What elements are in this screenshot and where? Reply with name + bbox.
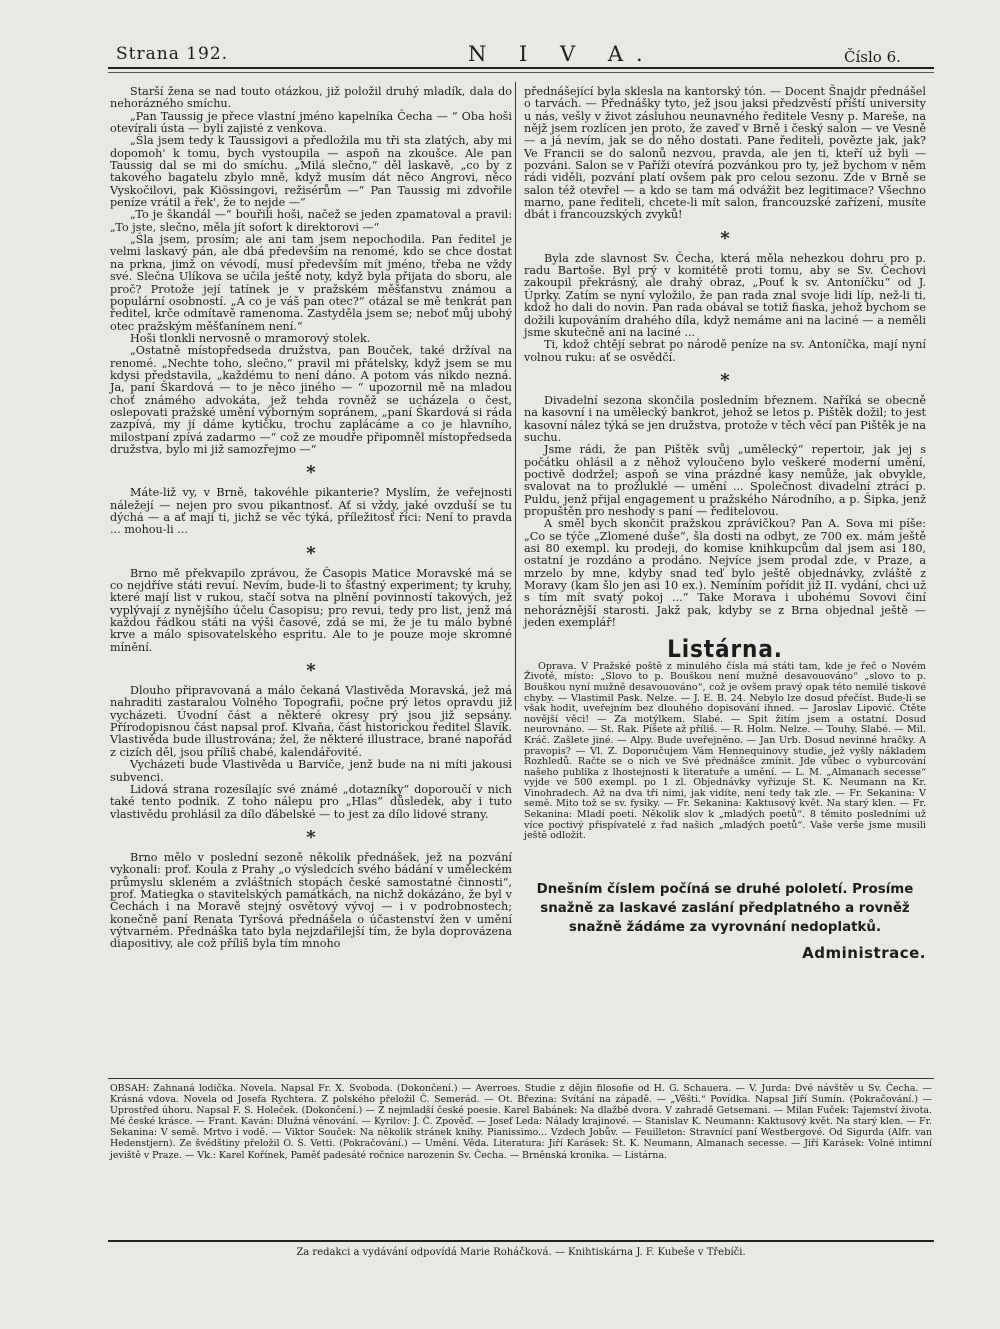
- paragraph: Ti, kdož chtějí sebrat po národě peníze na sv. Antoníčka, mají nyní volnou ruku: ať se osvědčí.: [524, 338, 926, 364]
- imprint-line: Za redakci a vydávání odpovídá Marie Roháčková. — Knihtiskárna J. F. Kubeše v Třebíči.: [296, 1247, 746, 1258]
- column-divider: [515, 82, 516, 710]
- header-rule-thin: [108, 72, 934, 73]
- paragraph: „To je škandál —“ bouřili hoši, načež se jeden zpamatoval a pravil: „To jste, slečno, měla jít sofort k direktorovi —“: [110, 208, 512, 234]
- paragraph: Máte-liž vy, v Brně, takovéhle pikanterie? Myslím, že veřejnosti náležejí — nejen pro svou pikantnosť. Ať si vždy, jaké ovzduší se tu dýchá — a ať mají ti, jichž se věc týká, příležitosť říci: Není to pravda ... mohou-li ...: [110, 486, 512, 537]
- paragraph: Dlouho připravovaná a málo čekaná Vlastivěda Moravská, jež má nahraditi zastaralou Volného Topografii, počne prý letos opravdu již vycházeti. Úvodní část a některé okresy prý jsou již sepsány. Přírodopisnou část napsal prof. Klvaňa, část historickou ředitel Slavík. Vlastivěda bude illustrována; žel, že některé illustrace, brané napořád z cizích děl, jsou příliš chabé, kalendářovité.: [110, 684, 512, 759]
- paragraph: Byla zde slavnost Sv. Čecha, která měla nehezkou dohru pro p. radu Bartoše. Byl prý v komitétě proti tomu, aby se Sv. Čechovi zakoupil překrásný, ale drahý obraz, „Pouť k sv. Antoníčku“ od J. Úprky. Zatím se nyní vyložilo, že pan rada znal svoje lidi líp, než-li ti, kdož ho dali do novin. Pan rada obával se totiž fiaska, jehož bychom se dožili kupováním drahého díla, když nemáme ani na laciné — a neměli jsme skutečně ani na laciné ...: [524, 251, 926, 339]
- paragraph: Jsme rádi, že pan Pištěk svůj „umělecký“ repertoir, jak jej s počátku ohlásil a z něhož vyloučeno bylo veškeré moderní umění, poctivě dodržel; aspoň se vina prázdné kasy nemůže, jak obvykle, svalovat na to prožluklé — umění ... Společnost divadelní ztrácí p. Puldu, jenž přijal engagement u pražského Národního, a p. Šipka, jenž propuštěn pro neshody s paní — ředitelovou.: [524, 443, 926, 518]
- issue-number: Číslo 6.: [844, 48, 901, 66]
- paragraph: „Šla jsem, prosím; ale ani tam jsem nepochodila. Pan ředitel je velmi laskavý pán, ale dbá především na renomé, kdo se chce dostat na prkna, jimž on vévodí, musí především mít jméno, třeba ne vždy své. Slečna Ulíkova se učila ještě noty, když byla přijata do sboru, ale proč? Protože její tatínek je v pražském měšťanstvu známou a populární osobností. „A co je váš pan otec?“ otázal se mě tenkrát pan ředitel, krče odmítavě ramenoma. Zastyděla jsem se; neboť můj ubohý otec pražským měšťanínem není.“: [110, 233, 512, 333]
- paragraph: Lidová strana rozesílajíc své známé „dotazníky“ doporoučí v nich také tento podnik. Z toho nálepu pro „Hlas“ důsledek, aby i tuto vlastivědu prohlásil za dílo ďábelské — to jest za dílo lidové strany.: [110, 782, 512, 821]
- section-separator: *: [306, 826, 316, 848]
- section-separator: *: [306, 542, 316, 564]
- listarna-text: Oprava. V Pražské poště z minulého čísla má státi tam, kde je řeč o Novém Životě, místo: „Slovo to p. Bouškou není mužně desavouováno“ „slovo to p. Bouškou nyní mužně desavouováno“, což je ovšem pravý opak této nemilé tiskové chyby. — Vlastimil Pask. Nelze. — J. E. B. 24. Nebylo lze dosud přečíst. Bude-li se však hodit, uveřejním bez dlouhého dopisování ihned. — Jaroslav Lipović. Čtěte novější věci! — Za motýlkem. Slabé. — Spit žitím jsem a ostatní. Dosud neurovnáno. — St. Rak. Píšete až příliš. — R. Holm. Nelze. — Touhy. Slabé. — Mil. Kráč. Zašlete jiné. — Alpy. Bude uveřejněno. — Jan Urb. Dosud nevinné hračky. A pravopis? — Vl. Z. Doporučujem Vám Hennequinovy studie, jež vyšly nákladem Rozhledů. Račte se o nich ve Své přednášce zmínit. Jde vůbec o vyburcování našeho publika z lhostejnosti k literatuře a umění. — L. M. „Almanach secesse“ vyjde ve 500 exempl. po 1 zl. Objednávky vyřizuje St. K. Neumann na Kr. Vinohradech. Až na dva tři nimi, jak vidíte, není tedy tak zle. — Fr. Sekanina: V semě. Mito tož se sv. fysiky. — Fr. Sekanina: Kaktusový květ. Na starý klen. — Fr. Sekanina: Mladí poeti. Několik slov k „mladých poetů“. 8 těmito posledními už více poctivý přispívatelé z řad našich „mladých poetů“. Vaše verše jsme musili ještě odložit.: [524, 660, 926, 842]
- paragraph: Vycházeti bude Vlastivěda u Barviče, jenž bude na ni míti jakousi subvenci.: [110, 758, 512, 784]
- paragraph: Brno mě překvapilo zprávou, že Časopis Matice Moravské má se co nejdříve státi revuí. Nevím, bude-li to šťastný experiment; ty kruhy, které mají list v rukou, stačí sotva na plnění povinností takových, jež vyplývají z nynějšího účelu Časopisu; pro revui, tedy pro list, jenž má každou řádkou státi na výši časové, zdá se mi, že je tu málo bybné krve a málo spisovatelského espritu. Ale to je pouze moje skromné mínění.: [110, 566, 512, 654]
- left-column: [110, 86, 512, 951]
- section-separator: *: [720, 227, 730, 249]
- section-separator: *: [720, 369, 730, 391]
- table-of-contents: OBSAH: Zahnaná lodička. Novela. Napsal Fr. X. Svoboda. (Dokončení.) — Averroes. Studie z dějin filosofie od H. G. Schauera. — V. Jurda: Dvé návštěv u Sv. Čecha. — Krásná vdova. Novela od Josefa Rychtera. Z polského přeložil Č. Semerád. — Ot. Březina: Svítání na západě. — „Věšti.“ Povídka. Napsal Jiří Sumín. (Pokračování.) — Uprostřed úhoru. Napsal F. S. Holeček. (Dokončení.) — Z nejmladší české poesie. Karel Babánek: Na dlažbě dvora. V zahradě Getsemani. — Milan Fuček: Tajemství života. Mé české krásce. — Frant. Kaván: Dlužná věnování. — Kyrilov: J. Č. Zpověď. — Josef Leda: Nálady krajinové. — Stanislav K. Neumann: Kaktusový květ. Na starý klen. — Fr. Sekanina: V semě. Mrtvo i vodě. — Viktor Souček: Na několik stránek knihy. Pianissimo... Vzdech Jobův. — Feuilleton: Stravnící paní Westbergové. Od Sigurda (Alfr. van Hedenstjern). Ze švédštiny přeložil O. S. Vetti. (Pokračování.) — Umění. Věda. Literatura: Jiří Karásek: St. K. Neumann, Almanach secesse. — Jiří Karásek: Volné intimní jeviště v Praze. — Vk.: Karel Kořínek, Paměť padesáté ročnice narozenin Sv. Čecha. — Brněnská kronika. — Listárna.: [110, 1083, 932, 1161]
- listarna-heading: Listárna.: [667, 635, 783, 664]
- journal-title: N I V A.: [468, 42, 656, 66]
- paragraph: „Šla jsem tedy k Taussigovi a předložila mu tři sta zlatých, aby mi dopomoh' k tomu, bych vystoupila — aspoň na zkoušce. Ale pan Taussig dal se mi do smíchu. „Milá slečno,“ děl laskavě, „co by z takového bagatelu zbylo mně, když musím dát něco Angrovi, něco Vyskočilovi, pak Kiössingovi, režisérům —“ Pan Taussig mi zdvořile peníze vrátil a řek', že to nejde —“: [110, 134, 512, 210]
- section-separator: *: [306, 462, 316, 484]
- paragraph: „Ostatně místopředseda družstva, pan Bouček, také držíval na renomé. „Nechte toho, slečno,“ pravil mi přátelsky, když jsem se mu kdysi představila, „každému to není dáno. A potom vás nikdo nezná. Ja, paní Škardová — to je něco jiného — “ upozornil mě na mladou choť známého advokáta, jež tehda rovněž se ucházela o čest, oslepovati pražské umění výborným sopránem, „paní Škardová si ráda zazpívá, my jí dáme kytičku, trochu zaplácáme a co je hlavního, milostpaní zpívá zadarmo —“ což ze moudře připomněl místopředseda družstva, bylo mi již samozřejmo —“: [110, 344, 512, 456]
- right-column: [524, 85, 926, 962]
- contents-rule: [108, 1078, 934, 1079]
- administration-signature: Administrace.: [802, 943, 926, 962]
- footer-rule: [108, 1240, 934, 1242]
- listarna-section: [524, 662, 926, 842]
- subscription-notice: Dnešním číslem počíná se druhé pololetí. Prosíme snažně za laskavé zaslání předplatného a rovněž snažně žádáme za vyrovnání nedoplatků.: [536, 881, 914, 935]
- paragraph: Brno mělo v poslední sezoně několik přednášek, jež na pozvání vykonali: prof. Koula z Prahy „o výsledcích svého bádání v uměleckém průmyslu skleném a zvláštních stopách české samostatné činnosti“, prof. Matiegka o stavitelských památkách, na nichž dokázáno, že byl v Čechách i na Moravě stejný osvětový vývoj — i v podrobnostech; konečně paní Renata Tyršová přednášela o účastenství žen v umění výtvarném. Přednáška tato byla nejzdařilejší tím, že byla doprovázena diapositivy, ale což příliš byla tím mnoho: [110, 850, 512, 951]
- paragraph: „Pan Taussig je přece vlastní jméno kapelníka Čecha — “ Oba hoši otevírali ústa — byli zajisté z venkova.: [110, 109, 512, 136]
- paragraph: Divadelní sezona skončila posledním březnem. Naříká se obecně na kasovní i na umělecký bankrot, jehož se letos p. Pištěk dožil; to jest kasovní nález týká se jen družstva, protože v těch věcí pan Pištěk je na suchu.: [524, 393, 926, 444]
- paragraph: přednášející byla sklesla na kantorský tón. — Docent Šnajdr přednášel o tarvách. — Přednášky tyto, jež jsou jaksi předzvěstí příští university u nás, vešly v život zásluhou neunavného ředitele Vesny p. Mareše, na nějž jsem rozlícen jen proto, že zaveď v Brně i český salon — ve Vesně — a já nevím, jak se do něho dostati. Pane řediteli, povězte jak, jak? Ve Francii se do salonů nezvou, pravda, ale jen ti, kteří už byli — pozváni. Salon se v Paříži otevírá pozvánkou pro ty, jež bychom v něm rádi viděli, pozvání platí ovšem pak pro celou sezonu. Zde v Brně se salon též otevřel — a kdo se tam má odvážit bez legitimace? Všechno marno, pane řediteli, chcete-li mít salon, francouzské zařízení, musíte dbát i francouzských zvyků!: [524, 85, 926, 222]
- paragraph: Hoši tlonkli nervosně o mramorový stolek.: [130, 331, 371, 345]
- page-number: Strana 192.: [116, 44, 229, 64]
- section-separator: *: [306, 660, 316, 682]
- paragraph: A směl bych skončit pražskou zprávičkou? Pan A. Sova mi píše: „Co se týče „Zlomené duše“, šla dosti na odbyt, ze 700 ex. mám ještě asi 80 exempl. ku prodeji, do komise knihkupcům dal jsem asi 180, ostatní je rozdáno a prodáno. Nejvíce jsem prodal zde, v Praze, a mrzelo by mne, kdyby snad teď bylo ještě objednávky, zvláště z Moravy (kam šlo jen asi 10 ex.). Nemíním pořídit již II. vydání, chci už s tím mít svatý pokoj ...“ Take Morava i ubohému Sovovi činí nehoráznější starosti. Jakž pak, kdyby se z Brna objednal ještě — jeden exemplář!: [524, 517, 926, 630]
- header-rule: [108, 67, 934, 69]
- paragraph: Starší žena se nad touto otázkou, již položil druhý mladík, dala do nehorázného smíchu.: [110, 85, 512, 111]
